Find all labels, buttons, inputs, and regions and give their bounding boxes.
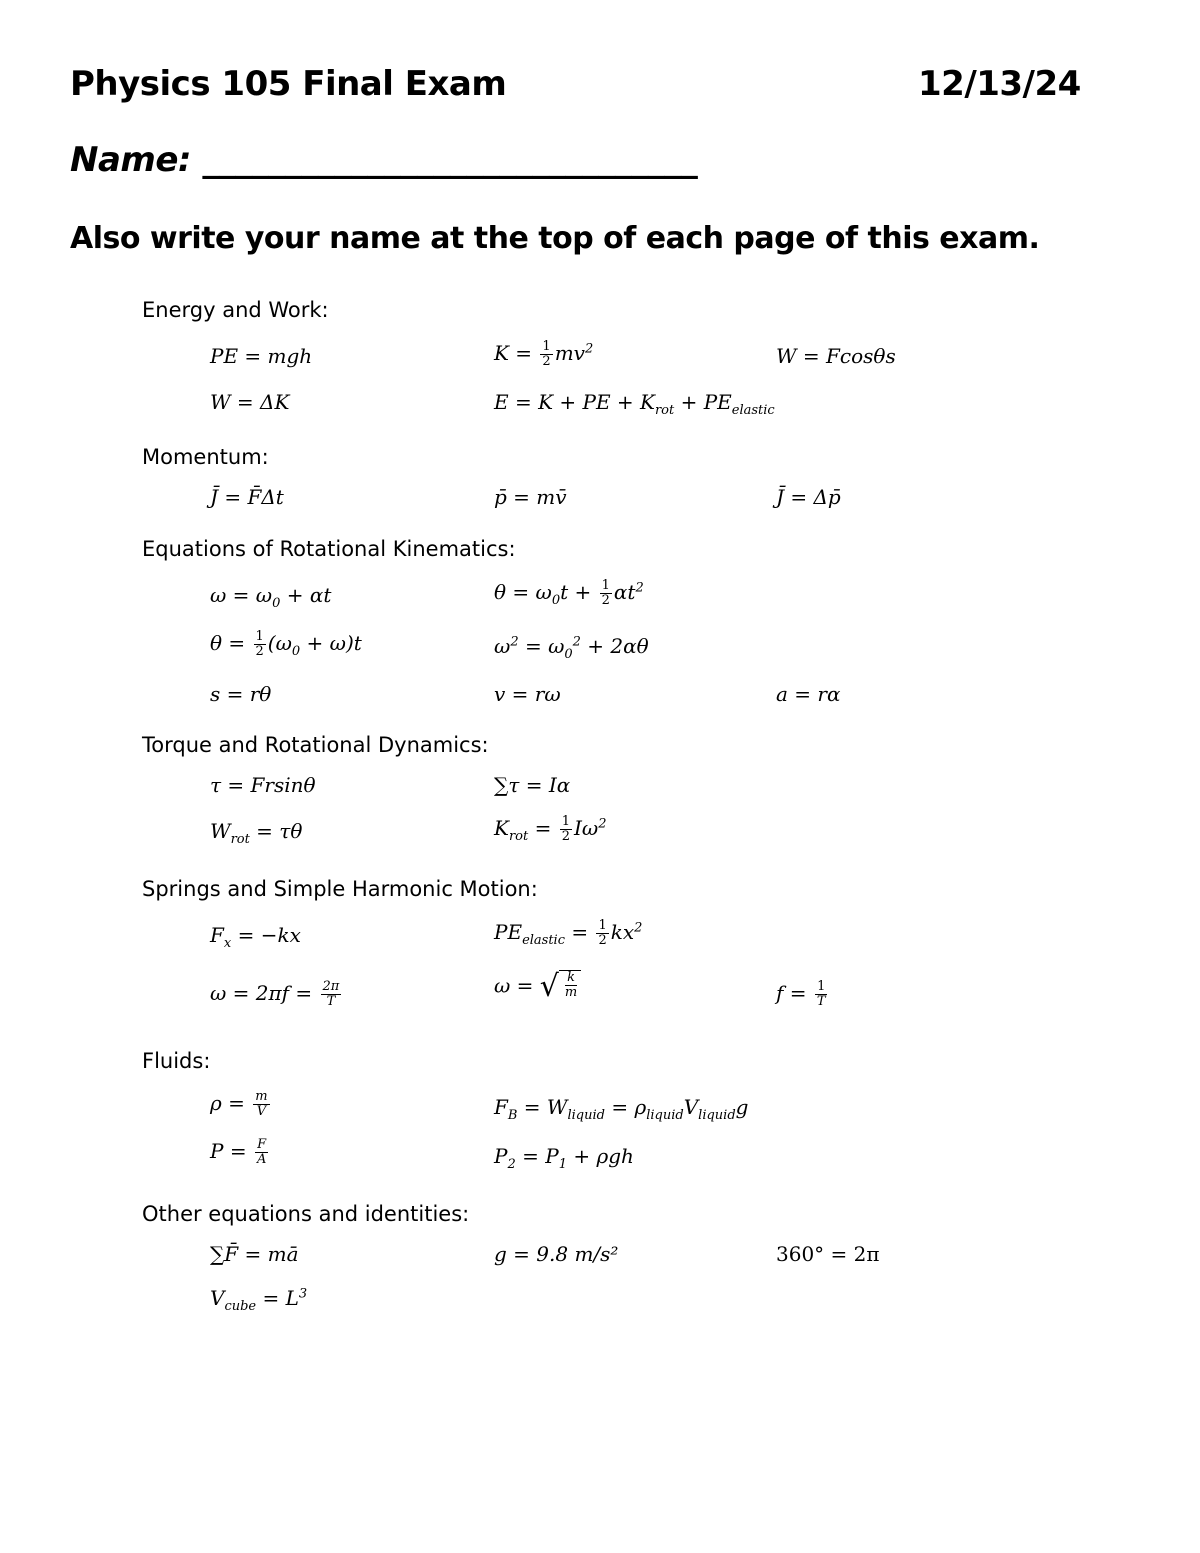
eq-rotational-kinetic-energy: $K_{rot}$ = $\frac{1}{2}$ $I\omega^2$ [494, 814, 607, 844]
eq-frequency: f = $\frac{1}{T}$ [776, 979, 826, 1009]
eq-tangential-velocity: v = rω [494, 682, 561, 706]
section-rotational-kinematics: Equations of Rotational Kinematics: [142, 537, 516, 561]
eq-impulse-momentum: J̄ = Δp̄ [776, 485, 841, 509]
eq-cube-volume: $V_{cube} = L^3$ [210, 1286, 308, 1314]
exam-date: 12/13/24 [918, 64, 1081, 104]
eq-elastic-pe: $PE_{elastic}$ = $\frac{1}{2}$ $kx^2$ [494, 918, 643, 948]
section-energy: Energy and Work: [142, 298, 329, 322]
name-label: Name: [70, 140, 191, 180]
eq-newtons-second-law: ∑F̄ = mā [210, 1242, 299, 1266]
eq-work-energy: W = ΔK [210, 390, 290, 414]
eq-buoyant-force: $F_B = W_{liquid} = \rho_{liquid}V_{liquid}g$ [494, 1095, 749, 1123]
section-springs-shm: Springs and Simple Harmonic Motion: [142, 877, 538, 901]
exam-title: Physics 105 Final Exam [70, 64, 507, 104]
section-fluids: Fluids: [142, 1049, 211, 1073]
name-field[interactable] [70, 140, 697, 180]
eq-degrees-radians: 360° = 2π [776, 1242, 880, 1266]
eq-kinetic-energy: K = $\frac{1}{2}$ $mv^2$ [494, 339, 594, 369]
instruction-text: Also write your name at the top of each page of this exam. [70, 221, 1040, 256]
eq-theta-average: θ = $\frac{1}{2}$ $(\omega_0 + \omega)t$ [210, 629, 362, 659]
eq-potential-energy: PE = mgh [210, 344, 313, 368]
eq-total-energy: E = K + PE + $K_{rot} + PE_{elastic}$ [494, 390, 775, 418]
eq-density: ρ = $\frac{m}{V}$ [210, 1089, 268, 1119]
eq-hookes-law: $F_x = -kx$ [210, 923, 301, 951]
section-rotational-dynamics: Torque and Rotational Dynamics: [142, 733, 489, 757]
eq-theta-time: $\theta = \omega_0t$ + $\frac{1}{2}$ $\alpha t^2$ [494, 578, 644, 608]
section-momentum: Momentum: [142, 445, 269, 469]
eq-omega-squared: $\omega^2 = \omega_0^2 + 2\alpha\theta$ [494, 634, 649, 662]
eq-momentum: p̄ = mv̄ [494, 485, 567, 509]
eq-hydrostatic-pressure: $P_2 = P_1 + \rho gh$ [494, 1144, 634, 1172]
name-blank[interactable]: ______________________________ [202, 140, 698, 180]
eq-rotational-work: $W_{rot} = \tau\theta$ [210, 819, 303, 847]
section-other: Other equations and identities: [142, 1202, 470, 1226]
eq-pressure: P = $\frac{F}{A}$ [210, 1137, 267, 1167]
eq-omega-linear: $\omega = \omega_0 + \alpha t$ [210, 583, 332, 611]
eq-spring-omega: ω = √ $\frac{k}{m}$ [494, 972, 581, 1002]
eq-arc-length: s = rθ [210, 682, 272, 706]
eq-gravity: g = 9.8 m/s² [494, 1242, 619, 1266]
eq-sum-torque: ∑τ = Iα [494, 773, 571, 797]
eq-torque: τ = Frsinθ [210, 773, 316, 797]
eq-impulse-force: J̄ = F̄Δt [210, 485, 284, 509]
eq-work-force: W = Fcosθs [776, 344, 896, 368]
eq-tangential-acceleration: a = rα [776, 682, 841, 706]
eq-angular-frequency: ω = 2πf = $\frac{2\pi}{T}$ [210, 979, 340, 1009]
